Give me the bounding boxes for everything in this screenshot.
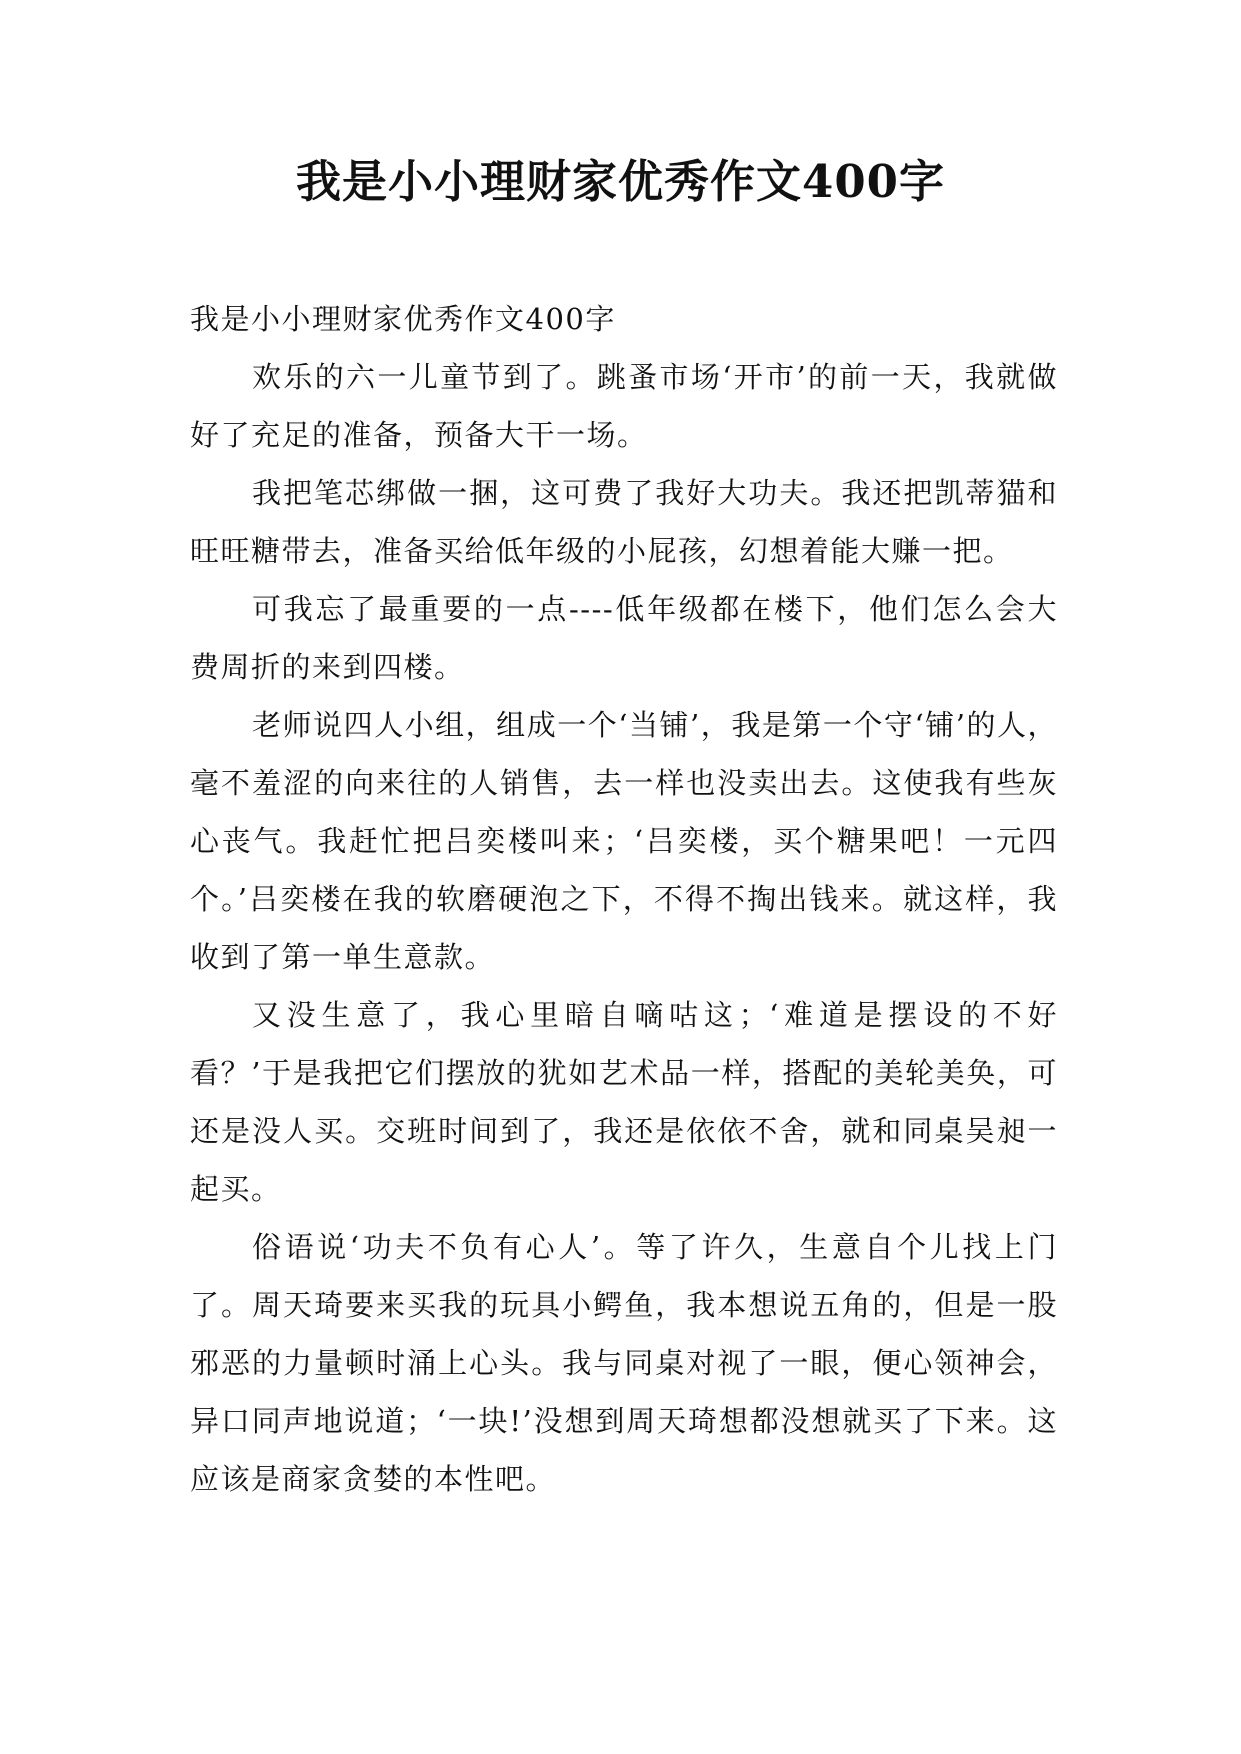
paragraph: 可我忘了最重要的一点----低年级都在楼下，他们怎么会大费周折的来到四楼。 [190, 592, 1058, 684]
paragraph: 又没生意了，我心里暗自嘀咕这；‘难道是摆设的不好看？’于是我把它们摆放的犹如艺术品一样，搭配的美轮美奂，可还是没人买。交班时间到了，我还是依依不舍，就和同桌吴昶一起买。 [190, 998, 1058, 1206]
paragraph: 老师说四人小组，组成一个‘当铺’，我是第一个守‘铺’的人，毫不羞涩的向来往的人销售，去一样也没卖出去。这使我有些灰心丧气。我赶忙把吕奕楼叫来；‘吕奕楼，买个糖果吧！一元四个。’吕奕楼在我的软磨硬泡之下，不得不掏出钱来。就这样，我收到了第一单生意款。 [190, 708, 1058, 974]
document-body [190, 290, 1058, 1508]
paragraph: 我把笔芯绑做一捆，这可费了我好大功夫。我还把凯蒂猫和旺旺糖带去，准备买给低年级的小屁孩，幻想着能大赚一把。 [190, 476, 1058, 568]
paragraph: 欢乐的六一儿童节到了。跳蚤市场‘开市’的前一天，我就做好了充足的准备，预备大干一场。 [190, 360, 1058, 452]
document-subtitle: 我是小小理财家优秀作文400字 [190, 302, 616, 336]
paragraph: 俗语说‘功夫不负有心人’。等了许久，生意自个儿找上门了。周天琦要来买我的玩具小鳄鱼，我本想说五角的，但是一股邪恶的力量顿时涌上心头。我与同桌对视了一眼，便心领神会，异口同声地说道；‘一块!’没想到周天琦想都没想就买了下来。这应该是商家贪婪的本性吧。 [190, 1230, 1058, 1496]
document-title: 我是小小理财家优秀作文400字 [296, 155, 945, 208]
